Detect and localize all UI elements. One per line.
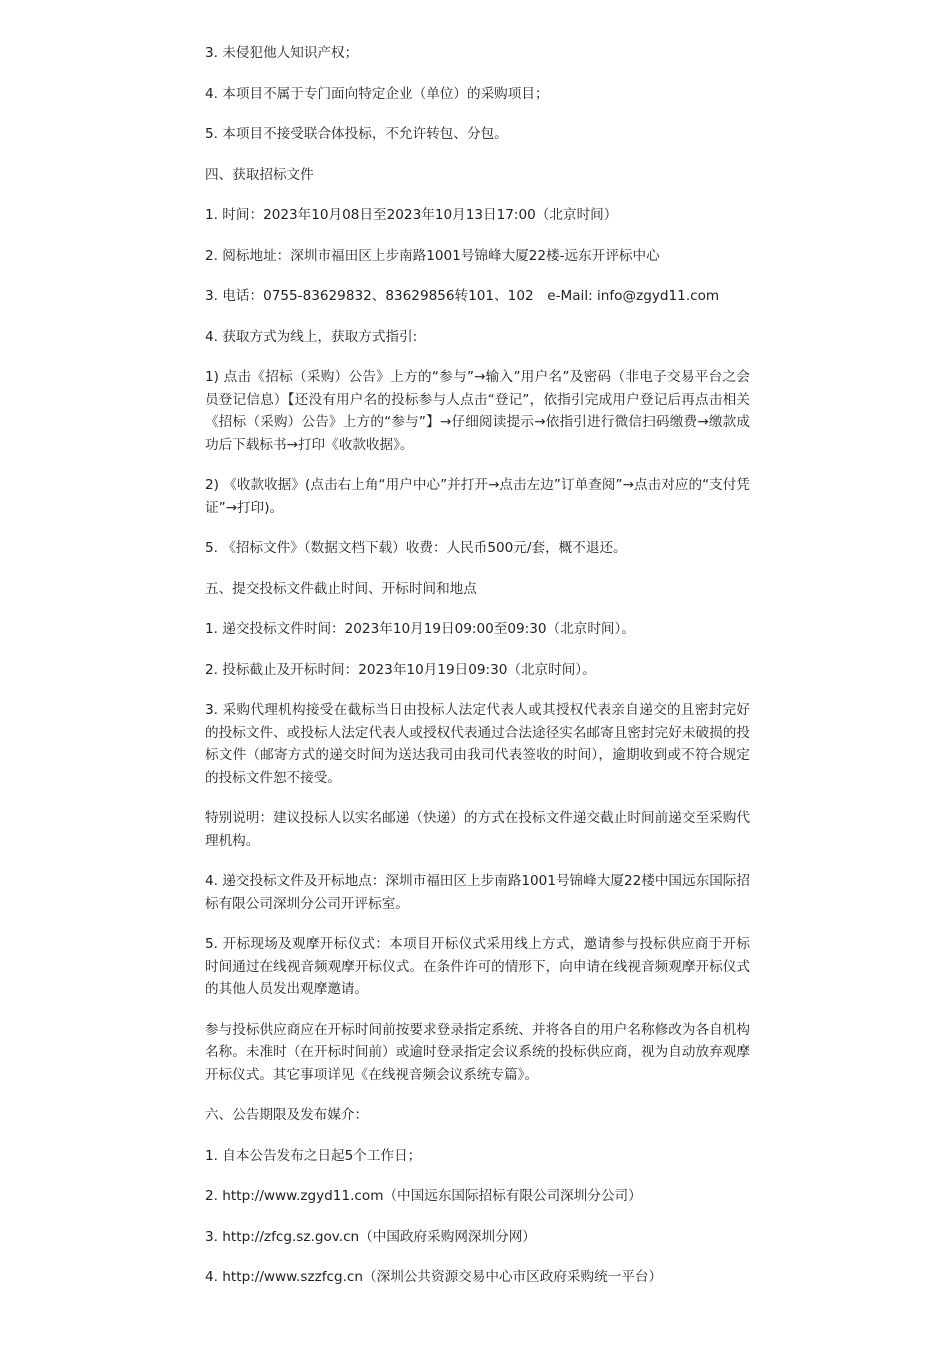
online-login-requirements: 参与投标供应商应在开标时间前按要求登录指定系统、并将各自的用户名称修改为各自机构名称。未准时（在开标时间前）或逾时登录指定会议系统的投标供应商，视为自动放弃观摩开标仪式。其它事项详见《在线视音频会议系统专篇》。 xyxy=(205,1021,750,1083)
section-heading-submission: 五、提交投标文件截止时间、开标时间和地点 xyxy=(205,580,477,597)
section-heading-publication: 六、公告期限及发布媒介： xyxy=(205,1107,369,1123)
contact-phone-email: 3. 电话：0755-83629832、83629856转101、102 e-Mail: info@zgyd11.com xyxy=(205,288,720,304)
submission-rules: 3. 采购代理机构接受在截标当日由投标人法定代表人或其授权代表亲自递交的且密封完好的投标文件、或投标人法定代表人或授权代表通过合法途径实名邮寄且密封完好未破损的投标文件（邮寄方式的递交时间为送达我司由我司代表签收的时间），逾期收到或不符合规定的投标文件恕不接受。 xyxy=(205,702,750,786)
obtain-address: 2. 阅标地址：深圳市福田区上步南路1001号锦峰大厦22楼-远东开评标中心 xyxy=(205,247,660,264)
online-opening-ceremony: 5. 开标现场及观摩开标仪式：本项目开标仪式采用线上方式，邀请参与投标供应商于开标时间通过在线视音频观摩开标仪式。在条件许可的情形下，向申请在线视音频观摩开标仪式的其他人员发出观摩邀请。 xyxy=(205,936,750,997)
media-link-zfcg: 3. http://zfcg.sz.gov.cn（中国政府采购网深圳分网） xyxy=(205,1228,536,1245)
media-link-zgyd11: 2. http://www.zgyd11.com（中国远东国际招标有限公司深圳分公司） xyxy=(205,1188,642,1204)
obtain-time: 1. 时间：2023年10月08日至2023年10月13日17:00（北京时间） xyxy=(205,207,618,223)
submission-location: 4. 递交投标文件及开标地点：深圳市福田区上步南路1001号锦峰大厦22楼中国远东国际招标有限公司深圳分公司开评标室。 xyxy=(205,873,750,912)
section-heading-obtain-documents: 四、获取招标文件 xyxy=(205,166,314,183)
special-note: 特别说明：建议投标人以实名邮递（快递）的方式在投标文件递交截止时间前递交至采购代理机构。 xyxy=(205,810,750,849)
media-link-szzfcg: 4. http://www.szzfcg.cn（深圳公共资源交易中心市区政府采购统一平台） xyxy=(205,1269,663,1285)
document-fee: 5. 《招标文件》（数据文档下载）收费：人民币500元/套，概不退还。 xyxy=(205,540,627,556)
submission-time: 1. 递交投标文件时间：2023年10月19日09:00至09:30（北京时间）。 xyxy=(205,621,635,637)
obtain-method-intro: 4. 获取方式为线上，获取方式指引: xyxy=(205,328,418,345)
document-body xyxy=(205,42,750,1307)
clause-not-specific-enterprise: 4. 本项目不属于专门面向特定企业（单位）的采购项目； xyxy=(205,85,549,102)
publication-period: 1. 自本公告发布之日起5个工作日； xyxy=(205,1147,422,1164)
obtain-step-2: 2) 《收款收据》(点击右上角“用户中心”并打开→点击左边”订单查阅”→点击对应的“支付凭证”→打印)。 xyxy=(205,477,750,516)
clause-no-ip-infringement: 3. 未侵犯他人知识产权； xyxy=(205,45,359,61)
clause-no-consortium: 5. 本项目不接受联合体投标，不允许转包、分包。 xyxy=(205,126,508,142)
obtain-step-1: 1) 点击《招标（采购）公告》上方的“参与”→输入”用户名”及密码（非电子交易平台之会员登记信息）【还没有用户名的投标参与人点击“登记”，依指引完成用户登记后再点击相关《招标（采购）公告》上方的“参与”】→仔细阅读提示→依指引进行微信扫码缴费→缴款成功后下载标书→打印《收款收据》。 xyxy=(205,369,750,453)
bid-deadline-opening-time: 2. 投标截止及开标时间：2023年10月19日09:30（北京时间）。 xyxy=(205,661,596,678)
